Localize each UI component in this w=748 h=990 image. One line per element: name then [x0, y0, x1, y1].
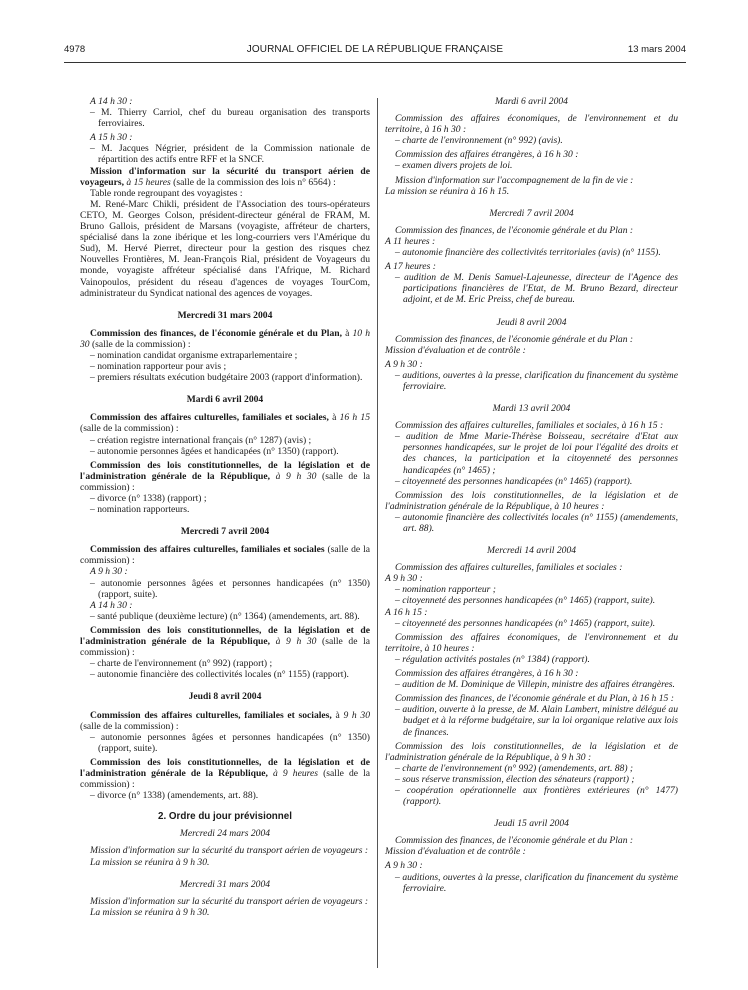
- agenda-item: – autonomie financière des collectivités locales (n° 1155) (amendements, art. 88).: [395, 511, 678, 534]
- agenda-item: – audition de M. Denis Samuel-Lajeunesse, directeur de l'Agence des participations financières de l'Etat, de M. Bruno Bezard, directeur adjoint, et de M. Eric Preiss, chef de bureau.: [395, 272, 678, 306]
- committee-time: 9 h 30: [343, 709, 370, 721]
- agenda-item: – autonomie financière des collectivités locales (n° 1155) (rapport).: [90, 669, 349, 681]
- time-label: A 11 heures :: [385, 235, 436, 247]
- committee-heading: Commission des affaires économiques, de l'environnement et du territoire, à 16 h 30 :: [385, 113, 678, 136]
- committee-name: Commission des lois constitutionnelles, de la législation et de l'administration générale de la République,: [80, 624, 370, 648]
- committee-time: à 9 h 30: [270, 636, 317, 648]
- agenda-item: – nomination candidat organisme extraparlementaire ;: [90, 349, 298, 361]
- committee-heading: Commission des finances, de l'économie générale et du Plan :: [395, 835, 634, 847]
- mission-heading: [80, 166, 370, 188]
- column-divider: [377, 98, 378, 968]
- mission-time: à 15 heures: [123, 176, 171, 188]
- agenda-item: – audition de M. Dominique de Villepin, ministre des affaires étrangères.: [395, 679, 675, 691]
- agenda-item: – autonomie financière des collectivités territoriales (avis) (n° 1155).: [395, 247, 661, 259]
- mission-heading: Mission d'information sur la sécurité du transport aérien de voyageurs :: [90, 895, 369, 907]
- agenda-text: Table ronde regroupant des voyagistes :: [90, 187, 243, 199]
- page-header: [64, 44, 686, 58]
- right-column: [385, 96, 678, 894]
- committee-heading: [80, 544, 370, 566]
- committee-heading: Commission des finances, de l'économie générale et du Plan :: [395, 224, 634, 236]
- committee-heading: [80, 460, 370, 493]
- committee-time: 10 h 30: [80, 327, 370, 350]
- day-heading: Mardi 13 avril 2004: [492, 403, 571, 415]
- agenda-item: – autonomie personnes âgées et personnes handicapées (n° 1350) (rapport, suite).: [90, 731, 370, 754]
- time-label: A 9 h 30 :: [90, 566, 128, 578]
- time-label: A 15 h 30 :: [90, 132, 133, 144]
- time-label: A 16 h 15 :: [385, 606, 428, 618]
- agenda-item: – M. Jacques Négrier, président de la Commission nationale de répartition des actifs entre RFF et la SNCF.: [90, 143, 370, 166]
- committee-heading: Commission des affaires culturelles, familiales et sociales, à 16 h 15 :: [395, 420, 664, 432]
- agenda-item: – premiers résultats exécution budgétaire 2003 (rapport d'information).: [90, 372, 363, 384]
- committee-room: (salle de la commission) :: [80, 470, 370, 493]
- agenda-item: – charte de l'environnement (n° 992) (rapport) ;: [90, 658, 273, 670]
- issue-date: 13 mars 2004: [627, 44, 686, 55]
- time-label: A 17 heures :: [385, 261, 436, 273]
- mission-name: Mission d'information sur la sécurité du transport aérien de voyageurs,: [80, 165, 370, 188]
- agenda-item: – autonomie personnes âgées et personnes handicapées (n° 1350) (rapport, suite).: [90, 577, 370, 600]
- agenda-item: – charte de l'environnement (n° 992) (avis).: [395, 135, 563, 147]
- committee-heading: [80, 625, 370, 658]
- mission-heading: Mission d'information sur l'accompagnement de la fin de vie :: [395, 174, 634, 186]
- committee-heading: Commission des finances, de l'économie générale et du Plan, à 10 h 30 (salle de la commission) :: [80, 327, 370, 350]
- committee-name: Commission des lois constitutionnelles, de la législation et de l'administration générale de la République,: [80, 459, 370, 482]
- committee-room: (salle de la commission) :: [80, 636, 370, 659]
- agenda-item: – divorce (n° 1338) (rapport) ;: [90, 493, 207, 504]
- journal-title: JOURNAL OFFICIEL DE LA RÉPUBLIQUE FRANÇAISE: [246, 44, 504, 55]
- committee-name: Commission des lois constitutionnelles, de la législation et de l'administration générale de la République,: [80, 756, 370, 779]
- agenda-item: – nomination rapporteurs.: [90, 504, 190, 516]
- day-heading: Mercredi 7 avril 2004: [180, 526, 270, 538]
- agenda-item: – citoyenneté des personnes handicapées (n° 1465) (rapport).: [395, 475, 633, 487]
- committee-heading: Commission des finances, de l'économie générale et du Plan, à 16 h 15 :: [395, 693, 674, 705]
- participants-paragraph: M. René-Marc Chikli, président de l'Association des tours-opérateurs CETO, M. Georges Colson, président-directeur général de FRAM, M. Bruno Gallois, président de Marsans (voyagiste, affréteur de charters, spécialisé dans la zone ibérique et les long-courriers vers l'Amérique du Sud), M. Hervé Pierret, directeur pour la gestion des risques chez Nouvelles Frontières, M. Jean-François Rial, président de Voyageurs du monde, voyagiste affréteur spécialisé dans l'Afrique, M. Richard Vainopoulos, président du réseau d'agences de voyages TourCom, administrateur du Syndicat national des agences de voyages.: [80, 198, 370, 299]
- agenda-item: – divorce (n° 1338) (amendements, art. 88).: [90, 790, 259, 802]
- committee-heading: Commission des finances, de l'économie générale et du Plan :: [395, 333, 634, 345]
- mission-heading: Mission d'évaluation et de contrôle :: [385, 846, 526, 858]
- time-label: A 9 h 30 :: [385, 573, 423, 585]
- committee-heading: Commission des affaires culturelles, familiales et sociales :: [395, 562, 623, 574]
- page-number: 4978: [64, 44, 86, 55]
- agenda-item: – sous réserve transmission, élection des sénateurs (rapport) ;: [395, 773, 635, 785]
- committee-room: (salle de la commission) :: [80, 423, 179, 435]
- day-heading: Mercredi 24 mars 2004: [179, 828, 271, 840]
- left-column: [80, 96, 370, 918]
- section-title: 2. Ordre du jour prévisionnel: [158, 811, 292, 823]
- day-heading: Mercredi 31 mars 2004: [179, 878, 271, 890]
- committee-heading: Commission des affaires économiques, de l'environnement et du territoire, à 10 heures :: [385, 631, 678, 654]
- day-heading: Mercredi 14 avril 2004: [486, 545, 577, 557]
- mission-note: La mission se réunira à 9 h 30.: [90, 906, 210, 918]
- mission-room: (salle de la commission des lois n° 6564) :: [170, 176, 336, 188]
- committee-name: Commission des affaires culturelles, familiales et sociales,: [90, 412, 329, 424]
- time-label: A 14 h 30 :: [90, 599, 133, 611]
- agenda-item: – citoyenneté des personnes handicapées (n° 1465) (rapport, suite).: [395, 595, 656, 607]
- agenda-item: – création registre international français (n° 1287) (avis) ;: [90, 434, 312, 446]
- day-heading: Mercredi 7 avril 2004: [489, 207, 574, 219]
- mission-heading: Mission d'information sur la sécurité du transport aérien de voyageurs :: [90, 845, 369, 857]
- agenda-item: – auditions, ouvertes à la presse, clarification du financement du système ferroviaire.: [395, 369, 678, 392]
- committee-heading: Commission des affaires étrangères, à 16 h 30 :: [395, 668, 579, 680]
- day-heading: Mardi 6 avril 2004: [186, 394, 264, 406]
- committee-room: (salle de la commission) :: [80, 720, 179, 732]
- header-rule: [64, 62, 686, 63]
- time-label: A 9 h 30 :: [385, 860, 423, 872]
- committee-time: à 9 h 30: [270, 470, 317, 482]
- agenda-item: – charte de l'environnement (n° 992) (amendements, art. 88) ;: [395, 762, 634, 774]
- day-heading: Mercredi 31 mars 2004: [177, 309, 273, 321]
- committee-heading: Commission des affaires culturelles, familiales et sociales, à 16 h 15 (salle de la commission) :: [80, 412, 371, 435]
- agenda-item: – nomination rapporteur pour avis ;: [90, 361, 227, 373]
- committee-heading: Commission des affaires étrangères, à 16 h 30 :: [395, 149, 579, 161]
- committee-heading: Commission des affaires culturelles, familiales et sociales, à 9 h 30 (salle de la commission) :: [80, 709, 370, 732]
- mission-heading: Mission d'évaluation et de contrôle :: [385, 344, 526, 356]
- mission-note: La mission se réunira à 16 h 15.: [385, 185, 510, 197]
- time-label: A 14 h 30 :: [90, 96, 133, 107]
- agenda-item: – citoyenneté des personnes handicapées (n° 1465) (rapport, suite).: [395, 617, 656, 629]
- committee-heading: Commission des lois constitutionnelles, de la législation et de l'administration générale de la République, à 9 h 30 :: [385, 740, 678, 763]
- day-heading: Jeudi 8 avril 2004: [496, 316, 567, 328]
- agenda-item: – régulation activités postales (n° 1384) (rapport).: [395, 653, 590, 665]
- agenda-item: – santé publique (deuxième lecture) (n° 1364) (amendements, art. 88).: [90, 610, 360, 622]
- mission-note: La mission se réunira à 9 h 30.: [90, 856, 210, 868]
- day-heading: Mardi 6 avril 2004: [495, 96, 568, 107]
- agenda-item: – coopération opérationnelle aux frontières extérieures (n° 1477) (rapport).: [395, 784, 678, 808]
- committee-heading: [80, 757, 370, 790]
- committee-name: Commission des affaires culturelles, familiales et sociales,: [90, 709, 332, 721]
- committee-room: (salle de la commission) :: [80, 544, 370, 567]
- committee-room: (salle de la commission) :: [89, 338, 191, 350]
- agenda-item: – audition, ouverte à la presse, de M. Alain Lambert, ministre délégué au budget et à la réforme budgétaire, sur la loi organique relative aux lois de finances.: [395, 704, 678, 738]
- agenda-item: – M. Thierry Carriol, chef du bureau organisation des transports ferroviaires.: [90, 107, 370, 130]
- agenda-item: – examen divers projets de loi.: [395, 160, 513, 172]
- agenda-item: – audition de Mme Marie-Thérèse Boisseau, secrétaire d'Etat aux personnes handicapées, sur le projet de loi pour l'égalité des droits et des chances, la participation et la citoyenneté des personnes handicapées (n° 1465) ;: [395, 431, 678, 476]
- committee-room: (salle de la commission) :: [80, 767, 371, 791]
- committee-heading: Commission des lois constitutionnelles, de la législation et de l'administration générale de la République, à 10 heures :: [385, 489, 678, 512]
- day-heading: Jeudi 8 avril 2004: [188, 691, 262, 703]
- committee-name: Commission des affaires culturelles, familiales et sociales: [90, 544, 325, 556]
- committee-name: Commission des finances, de l'économie générale et du Plan,: [90, 327, 342, 339]
- agenda-item: – auditions, ouvertes à la presse, clarification du financement du système ferroviaire.: [395, 871, 678, 894]
- agenda-item: – nomination rapporteur ;: [395, 584, 497, 596]
- agenda-item: – autonomie personnes âgées et handicapées (n° 1350) (rapport).: [90, 445, 339, 457]
- day-heading: Jeudi 15 avril 2004: [494, 818, 569, 830]
- committee-time: à 9 heures: [267, 767, 319, 779]
- committee-time: 16 h 15: [339, 412, 371, 424]
- time-label: A 9 h 30 :: [385, 358, 423, 370]
